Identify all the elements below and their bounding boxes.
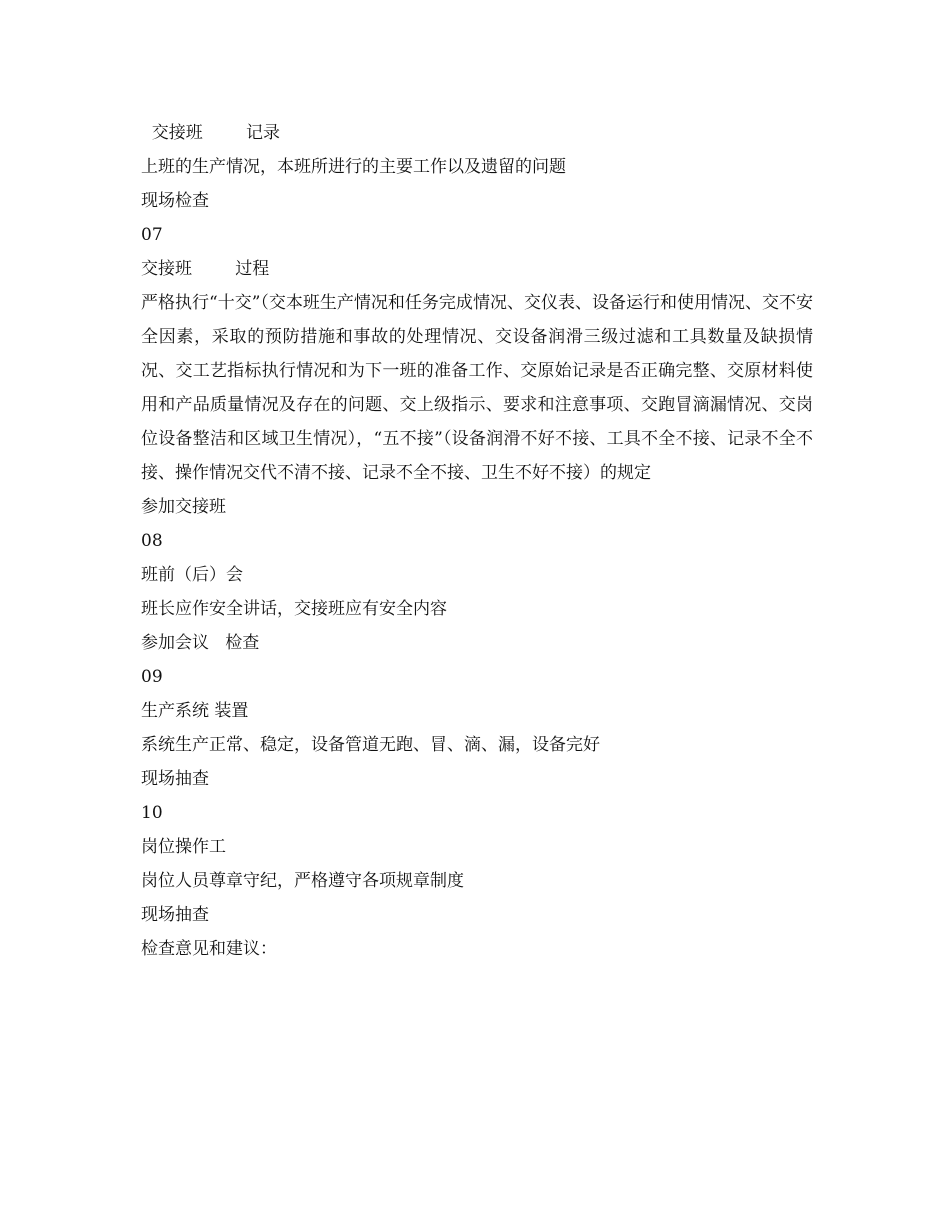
text-line-production-status: 上班的生产情况，本班所进行的主要工作以及遗留的问题 — [141, 157, 566, 177]
text-line-handover-process: 交接班 过程 — [141, 259, 270, 279]
item-number-07: 07 — [141, 225, 163, 245]
text-line-spot-check-2: 现场抽查 — [141, 905, 209, 925]
document-body — [141, 116, 813, 966]
text-line-onsite-check: 现场检查 — [141, 191, 209, 211]
text-line-attend-meeting-check: 参加会议 检查 — [141, 633, 260, 653]
text-line-attend-handover: 参加交接班 — [141, 497, 226, 517]
text-line-discipline: 岗位人员尊章守纪，严格遵守各项规章制度 — [141, 871, 464, 891]
item-number-08: 08 — [141, 531, 163, 551]
text-line-spot-check-1: 现场抽查 — [141, 769, 209, 789]
text-line-safety-talk: 班长应作安全讲话，交接班应有安全内容 — [141, 599, 447, 619]
text-line-handover-record: 交接班 记录 — [141, 123, 281, 143]
item-number-10: 10 — [141, 803, 163, 823]
text-line-production-system: 生产系统 装置 — [141, 701, 249, 721]
text-line-system-stable: 系统生产正常、稳定，设备管道无跑、冒、滴、漏，设备完好 — [141, 735, 600, 755]
item-number-09: 09 — [141, 667, 163, 687]
text-line-post-operator: 岗位操作工 — [141, 837, 226, 857]
handover-rules-paragraph: 严格执行“十交”（交本班生产情况和任务完成情况、交仪表、设备运行和使用情况、交不安全因素，采取的预防措施和事故的处理情况、交设备润滑三级过滤和工具数量及缺损情况、交工艺指标执行情况和为下一班的准备工作、交原始记录是否正确完整、交原材料使用和产品质量情况及存在的问题、交上级指示、要求和注意事项、交跑冒滴漏情况、交岗位设备整洁和区域卫生情况），“五不接”（设备润滑不好不接、工具不全不接、记录不全不接、操作情况交代不清不接、记录不全不接、卫生不好不接）的规定 — [141, 293, 813, 483]
text-line-shift-meeting: 班前（后）会 — [141, 565, 243, 585]
text-line-inspection-comments: 检查意见和建议： — [141, 939, 277, 959]
